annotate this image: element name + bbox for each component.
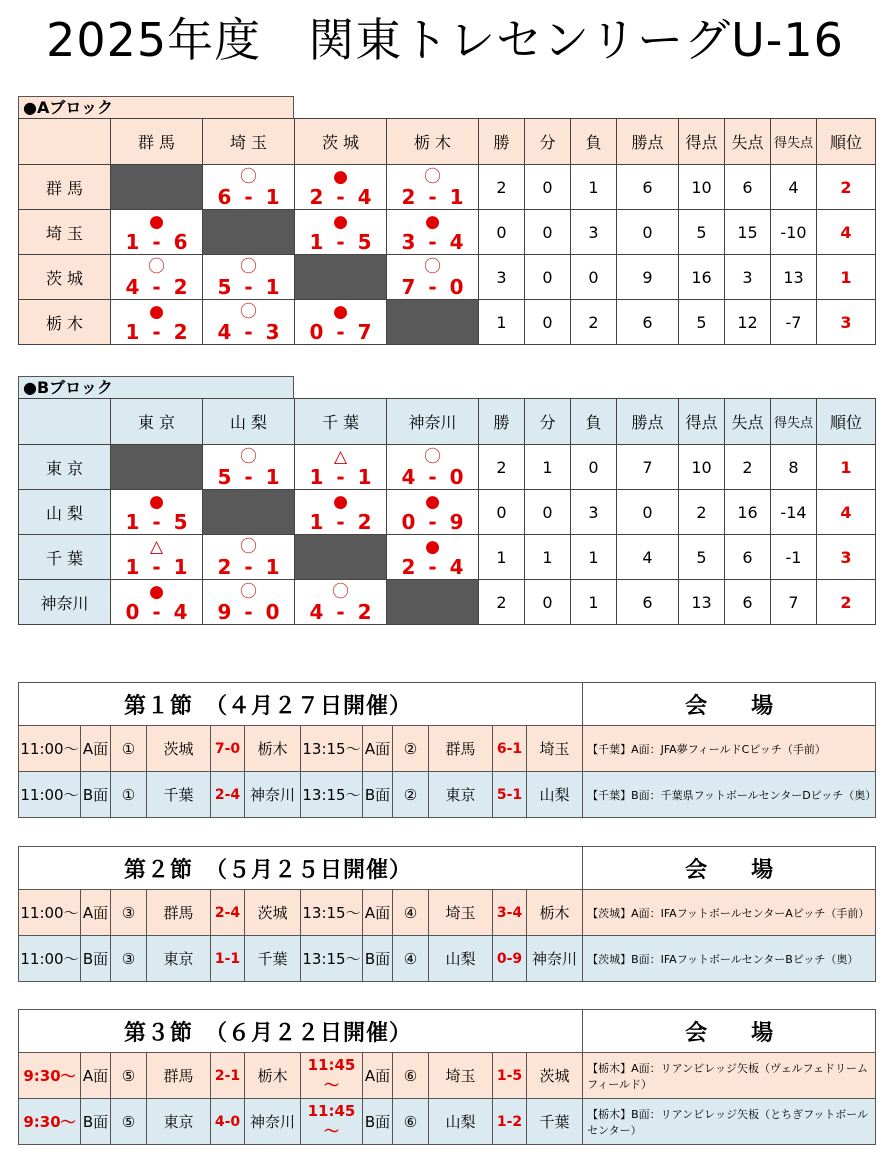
team-name: 山梨: [527, 772, 583, 818]
result-score: 1 - 1: [125, 555, 188, 579]
schedule-cell: B面: [363, 936, 393, 982]
result-score: 0 - 7: [309, 320, 372, 344]
schedule-cell: ②: [393, 772, 429, 818]
stat-value: 9: [617, 255, 679, 300]
result-score: 4 - 3: [217, 320, 280, 344]
team-name: 栃木: [527, 890, 583, 936]
result-mark: 〇: [240, 447, 257, 467]
kickoff-time: 9:30～: [19, 1099, 81, 1145]
result-mark: △: [149, 537, 164, 557]
stat-value: 1: [479, 535, 525, 580]
kickoff-time: 11:00～: [19, 890, 81, 936]
schedule-cell: ③: [111, 890, 147, 936]
match-result-cell: [111, 580, 203, 625]
self-match-cell: [387, 300, 479, 345]
stat-value: 0: [525, 165, 571, 210]
stat-value: 10: [679, 445, 725, 490]
result-score: 4 - 0: [401, 465, 464, 489]
row-team-name: 栃 木: [19, 300, 111, 345]
match-result-cell: [387, 445, 479, 490]
result-mark: 〇: [240, 537, 257, 557]
result-mark: 〇: [240, 257, 257, 277]
result-mark: ●: [149, 302, 164, 322]
schedule-cell: A面: [363, 726, 393, 772]
stat-header: 得点: [679, 119, 725, 165]
result-mark: ●: [333, 302, 348, 322]
stat-header: 分: [525, 399, 571, 445]
team-name: 埼玉: [429, 1053, 493, 1099]
stat-header: 得点: [679, 399, 725, 445]
kickoff-time: 9:30～: [19, 1053, 81, 1099]
result-score: 3 - 4: [401, 230, 464, 254]
page-title: 2025年度 関東トレセンリーグU-16: [46, 13, 844, 67]
stat-value: 5: [679, 210, 725, 255]
stat-value: 10: [679, 165, 725, 210]
team-header: 埼 玉: [203, 119, 295, 165]
kickoff-time: 11:45～: [301, 1053, 363, 1099]
match-result-cell: [295, 300, 387, 345]
result-mark: ●: [425, 492, 440, 512]
stat-header: 順位: [817, 119, 876, 165]
rank-value: 3: [817, 535, 876, 580]
result-mark: ●: [333, 212, 348, 232]
self-match-cell: [387, 580, 479, 625]
team-name: 群馬: [147, 890, 211, 936]
table-row: [19, 580, 876, 625]
block-a-table: [18, 118, 876, 345]
result-score: 5 - 1: [217, 465, 280, 489]
stat-header: 得失点: [771, 119, 817, 165]
match-score: 0-9: [493, 936, 527, 982]
corner-cell: [19, 119, 111, 165]
team-name: 千葉: [245, 936, 301, 982]
kickoff-time: 11:45～: [301, 1099, 363, 1145]
venue-text: 【栃木】B面：リアンビレッジ矢板（とちぎフットボールセンター）: [583, 1099, 876, 1145]
rank-value: 2: [817, 165, 876, 210]
team-name: 神奈川: [527, 936, 583, 982]
stat-value: 2: [479, 445, 525, 490]
stat-value: 16: [725, 490, 771, 535]
round-title: 第３節 （６月２２日開催）: [19, 1010, 583, 1053]
schedule-cell: A面: [363, 890, 393, 936]
result-score: 1 - 1: [309, 465, 372, 489]
result-score: 1 - 2: [125, 320, 188, 344]
match-result-cell: [111, 300, 203, 345]
match-score: 3-4: [493, 890, 527, 936]
match-result-cell: [111, 535, 203, 580]
result-score: 1 - 5: [125, 510, 188, 534]
match-score: 1-1: [211, 936, 245, 982]
venue-text: 【茨城】A面：IFAフットボールセンターAピッチ（手前）: [583, 890, 876, 936]
result-mark: ●: [333, 167, 348, 187]
venue-header: 会 場: [583, 1010, 876, 1053]
schedule-cell: ③: [111, 936, 147, 982]
corner-cell: [19, 399, 111, 445]
match-result-cell: [387, 165, 479, 210]
stat-value: -14: [771, 490, 817, 535]
team-name: 群馬: [429, 726, 493, 772]
stat-header: 勝: [479, 119, 525, 165]
schedule-table: [18, 682, 876, 818]
stat-value: 0: [617, 210, 679, 255]
kickoff-time: 11:00～: [19, 772, 81, 818]
stat-header: 勝: [479, 399, 525, 445]
row-team-name: 埼 玉: [19, 210, 111, 255]
result-score: 0 - 4: [125, 600, 188, 624]
stat-value: 6: [725, 580, 771, 625]
row-team-name: 東 京: [19, 445, 111, 490]
stat-value: 1: [525, 535, 571, 580]
result-score: 6 - 1: [217, 185, 280, 209]
kickoff-time: 13:15～: [301, 726, 363, 772]
schedule-cell: B面: [81, 1099, 111, 1145]
schedule-cell: ①: [111, 772, 147, 818]
rank-value: 1: [817, 445, 876, 490]
stat-value: 7: [771, 580, 817, 625]
result-mark: 〇: [424, 167, 441, 187]
result-score: 1 - 2: [309, 510, 372, 534]
stat-value: 8: [771, 445, 817, 490]
table-row: [19, 255, 876, 300]
stat-value: 3: [571, 490, 617, 535]
stat-value: 2: [571, 300, 617, 345]
team-name: 山梨: [429, 936, 493, 982]
match-score: 4-0: [211, 1099, 245, 1145]
match-result-cell: [295, 445, 387, 490]
result-mark: ●: [149, 582, 164, 602]
schedule-cell: B面: [81, 936, 111, 982]
table-row: [19, 445, 876, 490]
team-name: 栃木: [245, 1053, 301, 1099]
match-result-cell: [295, 210, 387, 255]
stat-value: 4: [771, 165, 817, 210]
match-result-cell: [111, 255, 203, 300]
team-name: 茨城: [147, 726, 211, 772]
result-mark: 〇: [424, 447, 441, 467]
stat-value: 1: [571, 165, 617, 210]
team-header: 千 葉: [295, 399, 387, 445]
match-score: 2-4: [211, 890, 245, 936]
match-score: 1-2: [493, 1099, 527, 1145]
result-score: 5 - 1: [217, 275, 280, 299]
round-title: 第１節 （４月２７日開催）: [19, 683, 583, 726]
team-header: 山 梨: [203, 399, 295, 445]
stat-value: 13: [679, 580, 725, 625]
match-result-cell: [387, 210, 479, 255]
match-result-cell: [387, 490, 479, 535]
venue-header: 会 場: [583, 683, 876, 726]
stat-value: 3: [479, 255, 525, 300]
schedule-table: [18, 1009, 876, 1145]
kickoff-time: 11:00～: [19, 726, 81, 772]
self-match-cell: [203, 210, 295, 255]
result-mark: ●: [149, 492, 164, 512]
venue-text: 【茨城】B面：IFAフットボールセンターBピッチ（奥）: [583, 936, 876, 982]
stat-header: 分: [525, 119, 571, 165]
schedule-cell: A面: [363, 1053, 393, 1099]
match-result-cell: [203, 165, 295, 210]
team-name: 千葉: [527, 1099, 583, 1145]
stat-header: 順位: [817, 399, 876, 445]
match-result-cell: [203, 580, 295, 625]
match-result-cell: [295, 165, 387, 210]
table-row: [19, 210, 876, 255]
venue-header: 会 場: [583, 847, 876, 890]
stat-value: 5: [679, 300, 725, 345]
stat-value: 12: [725, 300, 771, 345]
block-b-table: [18, 398, 876, 625]
result-score: 7 - 0: [401, 275, 464, 299]
match-result-cell: [295, 580, 387, 625]
result-mark: △: [333, 447, 348, 467]
schedule-cell: ⑥: [393, 1053, 429, 1099]
result-score: 2 - 1: [217, 555, 280, 579]
result-score: 1 - 6: [125, 230, 188, 254]
schedule-cell: A面: [81, 890, 111, 936]
stat-value: 4: [617, 535, 679, 580]
result-score: 4 - 2: [309, 600, 372, 624]
result-mark: 〇: [332, 582, 349, 602]
stat-value: 0: [525, 490, 571, 535]
table-row: [19, 535, 876, 580]
self-match-cell: [295, 255, 387, 300]
table-row: [19, 300, 876, 345]
stat-value: 15: [725, 210, 771, 255]
stat-value: -7: [771, 300, 817, 345]
stat-value: 2: [725, 445, 771, 490]
team-header: 東 京: [111, 399, 203, 445]
result-score: 2 - 4: [309, 185, 372, 209]
round-title: 第２節 （５月２５日開催）: [19, 847, 583, 890]
schedule-header-row: [19, 1010, 876, 1053]
match-result-cell: [111, 490, 203, 535]
team-name: 栃木: [245, 726, 301, 772]
schedule-cell: ①: [111, 726, 147, 772]
stat-value: 0: [479, 490, 525, 535]
stat-value: 7: [617, 445, 679, 490]
stat-value: 0: [525, 300, 571, 345]
match-result-cell: [203, 445, 295, 490]
result-mark: 〇: [240, 302, 257, 322]
rank-value: 1: [817, 255, 876, 300]
team-name: 山梨: [429, 1099, 493, 1145]
match-score: 2-1: [211, 1053, 245, 1099]
schedule-cell: B面: [363, 1099, 393, 1145]
stat-value: 6: [617, 165, 679, 210]
self-match-cell: [111, 165, 203, 210]
team-name: 群馬: [147, 1053, 211, 1099]
stat-value: 2: [479, 580, 525, 625]
team-name: 茨城: [527, 1053, 583, 1099]
schedule-row: [19, 890, 876, 936]
schedule-cell: ④: [393, 936, 429, 982]
team-name: 千葉: [147, 772, 211, 818]
schedule-cell: ⑥: [393, 1099, 429, 1145]
stat-value: -10: [771, 210, 817, 255]
schedule-cell: ⑤: [111, 1099, 147, 1145]
row-team-name: 千 葉: [19, 535, 111, 580]
team-name: 埼玉: [527, 726, 583, 772]
match-result-cell: [203, 300, 295, 345]
schedule-row: [19, 1053, 876, 1099]
stat-value: 6: [725, 535, 771, 580]
team-name: 東京: [429, 772, 493, 818]
schedule-row: [19, 726, 876, 772]
result-mark: 〇: [424, 257, 441, 277]
stat-value: 13: [771, 255, 817, 300]
schedule-row: [19, 936, 876, 982]
schedule-header-row: [19, 847, 876, 890]
result-score: 4 - 2: [125, 275, 188, 299]
result-mark: ●: [425, 212, 440, 232]
stat-value: 0: [479, 210, 525, 255]
result-score: 1 - 5: [309, 230, 372, 254]
stat-header: 負: [571, 399, 617, 445]
table-row: [19, 490, 876, 535]
schedule-cell: ②: [393, 726, 429, 772]
stat-header: 勝点: [617, 399, 679, 445]
rank-value: 3: [817, 300, 876, 345]
stat-value: 0: [571, 445, 617, 490]
stat-value: 0: [525, 210, 571, 255]
self-match-cell: [203, 490, 295, 535]
block-b-label: ●Bブロック: [18, 376, 294, 398]
result-mark: 〇: [240, 582, 257, 602]
team-name: 神奈川: [245, 772, 301, 818]
venue-text: 【千葉】B面：千葉県フットボールセンターDピッチ（奥）: [583, 772, 876, 818]
stat-header: 失点: [725, 119, 771, 165]
result-mark: ●: [333, 492, 348, 512]
stat-value: -1: [771, 535, 817, 580]
stat-value: 0: [525, 255, 571, 300]
stat-header: 負: [571, 119, 617, 165]
result-mark: ●: [425, 537, 440, 557]
match-result-cell: [387, 535, 479, 580]
match-score: 5-1: [493, 772, 527, 818]
stat-value: 1: [479, 300, 525, 345]
venue-text: 【栃木】A面：リアンビレッジ矢板（ヴェルフェドリームフィールド）: [583, 1053, 876, 1099]
stat-value: 6: [617, 580, 679, 625]
team-name: 東京: [147, 936, 211, 982]
match-result-cell: [111, 210, 203, 255]
row-team-name: 山 梨: [19, 490, 111, 535]
kickoff-time: 13:15～: [301, 772, 363, 818]
self-match-cell: [111, 445, 203, 490]
rank-value: 4: [817, 210, 876, 255]
schedule-cell: B面: [81, 772, 111, 818]
stat-value: 1: [571, 535, 617, 580]
schedule-cell: A面: [81, 1053, 111, 1099]
team-header: 茨 城: [295, 119, 387, 165]
schedule-cell: B面: [363, 772, 393, 818]
self-match-cell: [295, 535, 387, 580]
kickoff-time: 13:15～: [301, 936, 363, 982]
team-name: 神奈川: [245, 1099, 301, 1145]
block-a-label: ●Aブロック: [18, 96, 294, 118]
team-header: 栃 木: [387, 119, 479, 165]
kickoff-time: 13:15～: [301, 890, 363, 936]
schedule-cell: ⑤: [111, 1053, 147, 1099]
stat-value: 0: [525, 580, 571, 625]
stat-header: 得失点: [771, 399, 817, 445]
match-score: 2-4: [211, 772, 245, 818]
result-score: 2 - 4: [401, 555, 464, 579]
kickoff-time: 11:00～: [19, 936, 81, 982]
match-result-cell: [203, 535, 295, 580]
venue-text: 【千葉】A面：JFA夢フィールドCピッチ（手前）: [583, 726, 876, 772]
schedule-table: [18, 846, 876, 982]
result-mark: ●: [149, 212, 164, 232]
result-score: 0 - 9: [401, 510, 464, 534]
stat-header: 勝点: [617, 119, 679, 165]
row-team-name: 群 馬: [19, 165, 111, 210]
match-result-cell: [295, 490, 387, 535]
result-score: 9 - 0: [217, 600, 280, 624]
schedule-row: [19, 1099, 876, 1145]
stat-value: 6: [617, 300, 679, 345]
match-result-cell: [387, 255, 479, 300]
rank-value: 2: [817, 580, 876, 625]
row-team-name: 神奈川: [19, 580, 111, 625]
stat-value: 0: [571, 255, 617, 300]
schedule-row: [19, 772, 876, 818]
stat-value: 16: [679, 255, 725, 300]
match-score: 6-1: [493, 726, 527, 772]
team-header: 群 馬: [111, 119, 203, 165]
stat-value: 1: [571, 580, 617, 625]
result-mark: 〇: [240, 167, 257, 187]
result-score: 2 - 1: [401, 185, 464, 209]
stat-value: 0: [617, 490, 679, 535]
stat-value: 1: [525, 445, 571, 490]
team-header: 神奈川: [387, 399, 479, 445]
match-score: 1-5: [493, 1053, 527, 1099]
team-name: 茨城: [245, 890, 301, 936]
stat-header: 失点: [725, 399, 771, 445]
team-name: 東京: [147, 1099, 211, 1145]
match-score: 7-0: [211, 726, 245, 772]
row-team-name: 茨 城: [19, 255, 111, 300]
stat-value: 6: [725, 165, 771, 210]
table-row: [19, 165, 876, 210]
team-name: 埼玉: [429, 890, 493, 936]
schedule-cell: A面: [81, 726, 111, 772]
stat-value: 2: [679, 490, 725, 535]
stat-value: 5: [679, 535, 725, 580]
result-mark: 〇: [148, 257, 165, 277]
schedule-cell: ④: [393, 890, 429, 936]
rank-value: 4: [817, 490, 876, 535]
schedule-header-row: [19, 683, 876, 726]
stat-value: 3: [571, 210, 617, 255]
match-result-cell: [203, 255, 295, 300]
stat-value: 2: [479, 165, 525, 210]
stat-value: 3: [725, 255, 771, 300]
